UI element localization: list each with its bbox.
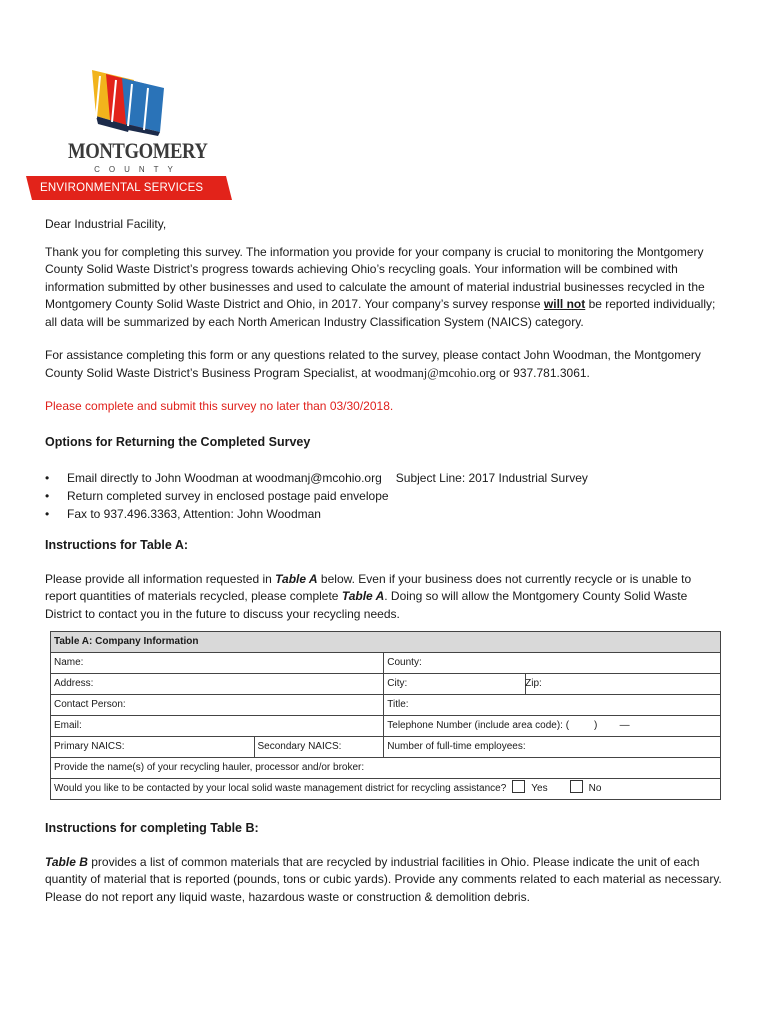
instr-a-text-2: below. Even if your business does not currently recycle or is unable to report quantities of materials recycled, please complete (45, 571, 692, 603)
instr-a-text-3: . Doing so will allow the Montgomery County Solid Waste District to contact you in the future to discuss your recycling needs. (45, 589, 688, 621)
title-field[interactable]: Title: (384, 695, 721, 716)
table-a-ref: Table A (341, 589, 385, 603)
deadline-notice: Please complete and submit this survey no later than 03/30/2018. (45, 399, 394, 413)
contact-email[interactable]: woodmanj@mcohio.org (374, 365, 496, 380)
logo-title: MONTGOMERY (68, 138, 208, 163)
options-list (45, 469, 725, 523)
letter-body (45, 216, 725, 906)
contact-text-1: For assistance completing this form or any questions related to the survey, please contact John Woodman, the Montgomery County Solid Waste District’s Business Program Specialist, at (45, 348, 701, 380)
logo-banner: ENVIRONMENTAL SERVICES (40, 182, 204, 194)
intro-text-1: Thank you for completing this survey. The information you provide for your company is crucial to monitoring the Montgomery County Solid Waste District’s progress towards achieving Ohio’s recycling goals. Your information will be combined with information submitted by other businesses and used to calculate the amount of material industrial businesses recycled in the Montgomery County Solid Waste District and Ohio, in 2017. Your company’s survey response (45, 244, 705, 311)
yes-checkbox[interactable] (512, 780, 525, 793)
list-item (67, 469, 725, 487)
name-field[interactable]: Name: (51, 653, 384, 674)
contact-text-2: or 937.781.3061. (495, 365, 590, 380)
subject-line: Subject Line: 2017 Industrial Survey (395, 471, 588, 485)
hauler-field[interactable]: Provide the name(s) of your recycling hauler, processor and/or broker: (51, 758, 721, 779)
table-a-ref: Table A (275, 571, 318, 586)
contact-paragraph (45, 347, 725, 382)
table-a (50, 631, 721, 800)
instructions-a-text (45, 571, 725, 624)
primary-naics-field[interactable]: Primary NAICS: (51, 737, 255, 758)
table-a-title: Table A: Company Information (51, 632, 721, 653)
instructions-a-heading: Instructions for Table A: (45, 538, 189, 552)
county-logo (26, 66, 236, 202)
address-field[interactable]: Address: (51, 674, 384, 695)
salutation: Dear Industrial Facility, (45, 217, 167, 231)
no-label: No (588, 783, 602, 795)
instructions-b-text (45, 854, 725, 907)
instr-a-text-1: Please provide all information requested in (45, 571, 276, 586)
intro-text-2: be reported individually; all data will be summarized by each North American Industry Classification System (NAICS) category. (45, 297, 716, 329)
no-checkbox[interactable] (570, 780, 583, 793)
secondary-naics-field[interactable]: Secondary NAICS: (254, 737, 384, 758)
options-heading: Options for Returning the Completed Survey (45, 434, 311, 449)
instr-b-text: provides a list of common materials that are recycled by industrial facilities in Ohio. Please indicate the unit of each quantity of material that is reported (pounds, tons or cubic yards). Provide any comments related to each material as necessary. Please do not report any liquid waste, hazardous waste or construction & demolition debris. (45, 854, 722, 904)
contact-person-field[interactable]: Contact Person: (51, 695, 384, 716)
city-field[interactable]: City: (384, 674, 526, 695)
list-item: • Fax to 937.496.3363, Attention: John Woodman (67, 505, 725, 523)
logo-county: COUNTY (94, 165, 182, 174)
employees-field[interactable]: Number of full-time employees: (384, 737, 721, 758)
will-not-emphasis: will not (543, 297, 586, 311)
option-email: Email directly to John Woodman at woodmanj@mcohio.org (67, 471, 382, 485)
zip-field[interactable] (526, 674, 721, 695)
email-field[interactable]: Email: (51, 716, 384, 737)
yes-label: Yes (531, 783, 548, 795)
contact-question: Would you like to be contacted by your local solid waste management district for recycling assistance? (54, 783, 507, 795)
zip-label: Zip: (525, 678, 542, 690)
instructions-b-heading: Instructions for completing Table B: (45, 821, 259, 835)
contact-question-row (51, 779, 721, 800)
telephone-field[interactable]: Telephone Number (include area code): ( ) — (384, 716, 721, 737)
intro-paragraph (45, 244, 725, 332)
list-item: • Return completed survey in enclosed postage paid envelope (67, 487, 725, 505)
table-b-ref: Table B (45, 854, 88, 869)
county-field[interactable]: County: (384, 653, 721, 674)
